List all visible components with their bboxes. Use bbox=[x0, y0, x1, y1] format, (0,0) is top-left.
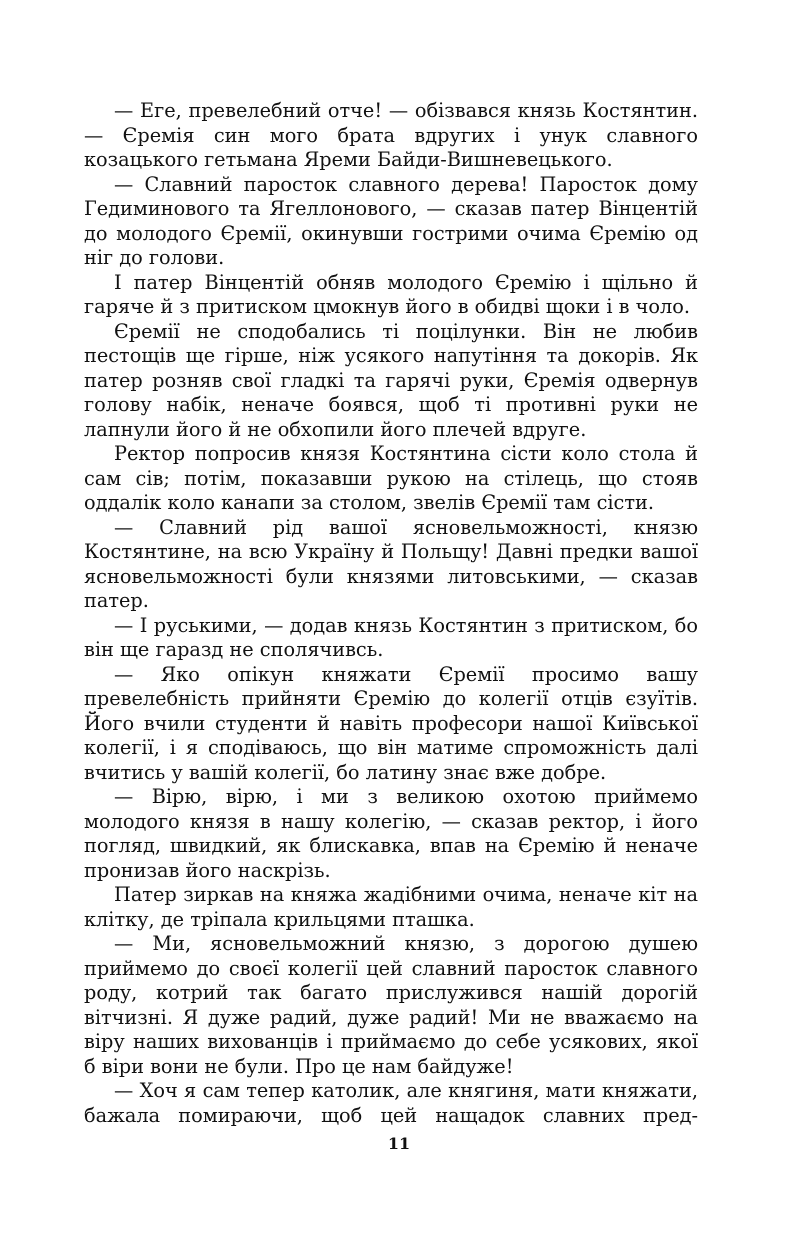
paragraph: — І руськими, — додав князь Костянтин з притиском, бо він ще гаразд не сполячивсь. bbox=[84, 613, 698, 661]
paragraph: Патер зиркав на княжа жадібними очима, неначе кіт на клітку, де тріпала крильцями пташка. bbox=[84, 883, 698, 931]
paragraph: — Ми, ясновельможний князю, з дорогою душею приймемо до своєї колегії цей славний паросток славного роду, котрий так багато прислужився нашій дорогій вітчизні. Я дуже радий, дуже радий! Ми не вважаємо на віру наших вихованців і приймаємо до себе усякових, якої б віри вони не були. Про це нам байдуже! bbox=[84, 932, 698, 1078]
paragraph: Ректор попросив князя Костянтина сісти коло стола й сам сів; потім, показавши рукою на стілець, що стояв оддалік коло канапи за столом, звелів Єремії там сісти. bbox=[84, 442, 698, 514]
paragraph: — Еге, превелебний отче! — обізвався князь Костянтин. — Єремія син мого брата вдругих і унук славного козацького гетьмана Яреми Байди-Вишневецького. bbox=[84, 99, 698, 171]
page-body bbox=[84, 99, 698, 1128]
paragraph: — Яко опікун княжати Єремії просимо вашу превелебність прийняти Єремію до колегії отців єзуїтів. Його вчили студенти й навіть професори нашої Київської колегії, і я сподіваюсь, що він матиме спроможність далі вчитись у вашій колегії, бо латину знає вже добре. bbox=[84, 662, 698, 784]
paragraph: — Славний рід вашої ясновельможності, князю Костянтине, на всю Україну й Польщу! Давні предки вашої ясновельможності були князями литовськими, — сказав патер. bbox=[84, 515, 698, 612]
paragraph: І патер Вінцентій обняв молодого Єремію і щільно й гаряче й з притиском цмокнув його в обидві щоки і в чоло. bbox=[84, 270, 698, 318]
paragraph: — Вірю, вірю, і ми з великою охотою приймемо молодого князя в нашу колегію, — сказав ректор, і його погляд, швидкий, як блискавка, впав на Єремію й неначе пронизав його наскрізь. bbox=[84, 785, 698, 882]
paragraph: — Хоч я сам тепер католик, але княгиня, мати княжати, бажала помираючи, щоб цей нащадок славних пред- bbox=[84, 1079, 698, 1127]
paragraph: Єремії не сподобались ті поцілунки. Він не любив пестощів ще гірше, ніж усякого напутіння та докорів. Як патер розняв свої гладкі та гарячі руки, Єремія одвернув голову набік, неначе боявся, щоб ті противні руки не лапнули його й не обхопили його плечей вдруге. bbox=[84, 319, 698, 441]
page-number: 11 bbox=[387, 1134, 411, 1153]
paragraph: — Славний паросток славного дерева! Паросток дому Гедиминового та Ягеллонового, — сказав патер Вінцентій до молодого Єремії, окинувши гострими очима Єремію од ніг до голови. bbox=[84, 172, 698, 269]
